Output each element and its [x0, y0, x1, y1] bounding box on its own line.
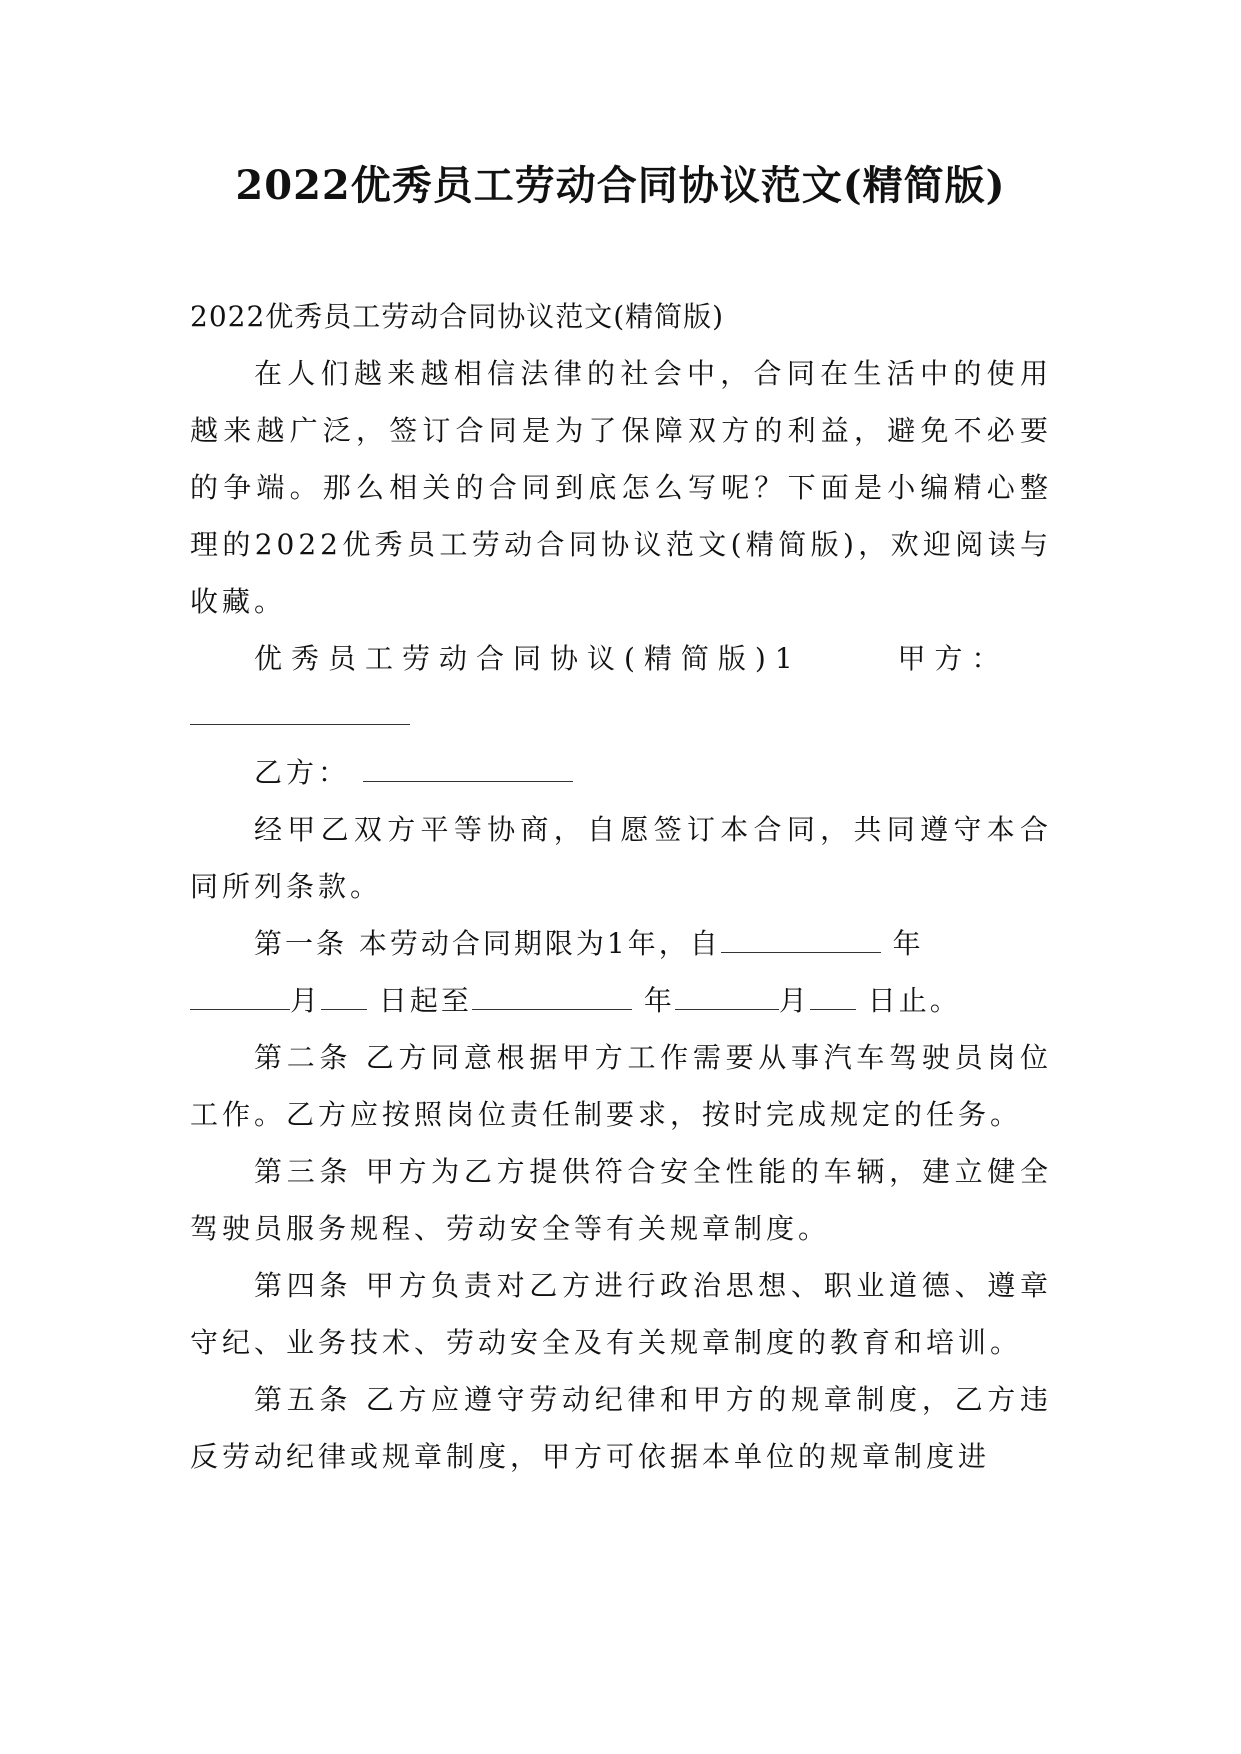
intro-paragraph: 在人们越来越相信法律的社会中，合同在生活中的使用越来越广泛，签订合同是为了保障双方的利益，避免不必要的争端。那么相关的合同到底怎么写呢？下面是小编精心整理的2022优秀员工劳动合同协议范文(精简版)，欢迎阅读与收藏。 — [190, 357, 1052, 618]
party-a-blank-row — [190, 687, 1052, 744]
party-a-label: 甲方： — [897, 642, 1009, 675]
article-5: 第五条 乙方应遵守劳动纪律和甲方的规章制度，乙方违反劳动纪律或规章制度，甲方可依据本单位的规章制度进 — [190, 1383, 1052, 1473]
article-1-day-1: 日起至 — [378, 984, 472, 1017]
end-day-blank — [810, 983, 856, 1010]
article-1-month-2: 月 — [778, 984, 810, 1017]
start-month-blank — [190, 983, 290, 1010]
article-1-line-1 — [190, 915, 1052, 972]
article-1-year-1: 年 — [892, 927, 924, 960]
article-2: 第二条 乙方同意根据甲方工作需要从事汽车驾驶员岗位工作。乙方应按照岗位责任制要求，按时完成规定的任务。 — [190, 1041, 1052, 1131]
end-year-blank — [472, 983, 632, 1010]
document-body — [190, 288, 1052, 1485]
section-title: 优秀员工劳动合同协议(精简版)1 — [254, 642, 802, 675]
article-1-line-2 — [190, 972, 1052, 1029]
start-year-blank — [721, 926, 881, 953]
article-1-prefix: 第一条 本劳动合同期限为1年，自 — [254, 927, 721, 960]
party-a-blank — [190, 698, 410, 725]
section-heading-line — [190, 630, 1052, 687]
start-day-blank — [321, 983, 367, 1010]
party-b-row — [190, 744, 1052, 801]
article-3: 第三条 甲方为乙方提供符合安全性能的车辆，建立健全驾驶员服务规程、劳动安全等有关规章制度。 — [190, 1155, 1052, 1245]
party-b-label: 乙方： — [254, 756, 351, 789]
article-4: 第四条 甲方负责对乙方进行政治思想、职业道德、遵章守纪、业务技术、劳动安全及有关规章制度的教育和培训。 — [190, 1269, 1052, 1359]
document-title: 2022优秀员工劳动合同协议范文(精简版) — [235, 162, 1006, 209]
party-b-blank — [363, 755, 573, 782]
article-1-day-2: 日止。 — [867, 984, 961, 1017]
document-subtitle: 2022优秀员工劳动合同协议范文(精简版) — [190, 300, 725, 333]
article-1-year-2: 年 — [643, 984, 675, 1017]
article-1-month-1: 月 — [290, 984, 322, 1017]
preamble-paragraph: 经甲乙双方平等协商，自愿签订本合同，共同遵守本合同所列条款。 — [190, 813, 1052, 903]
end-month-blank — [675, 983, 779, 1010]
